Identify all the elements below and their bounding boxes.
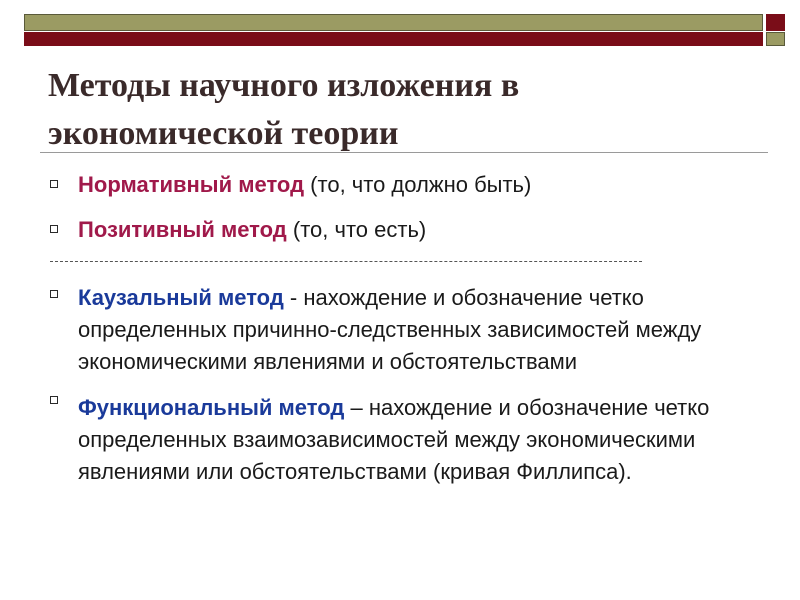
dashed-separator [50,261,642,262]
term-functional: Функциональный метод [78,395,345,420]
term-normative: Нормативный метод [78,172,305,197]
term-causal: Каузальный метод [78,285,290,310]
header-bar-red [24,32,763,46]
desc-functional: – нахождение и обозначение четко определенных взаимозависимостей между экономическими явлениями или обстоятельствами (кривая Филлипса). [78,395,710,484]
desc-causal: - нахождение и обозначение четко определенных причинно-следственных зависимостей между экономическими явлениями и обстоятельствами [78,285,702,374]
desc-normative: (то, что должно быть) [304,172,532,197]
desc-positive: (то, что есть) [286,217,427,242]
square-bullet-icon [50,180,58,188]
header-bar-olive [24,14,763,31]
list-item-positive [78,214,768,246]
header-square-olive [766,32,785,46]
square-bullet-icon [50,396,58,404]
list-item-causal [78,282,768,378]
header-square-red [766,14,785,31]
title-divider [40,152,768,153]
list-item-functional [78,392,768,488]
term-positive: Позитивный метод [78,217,287,242]
square-bullet-icon [50,290,58,298]
list-item-normative [78,169,768,201]
square-bullet-icon [50,225,58,233]
slide-title: Методы научного изложения в экономической теории [48,67,520,152]
